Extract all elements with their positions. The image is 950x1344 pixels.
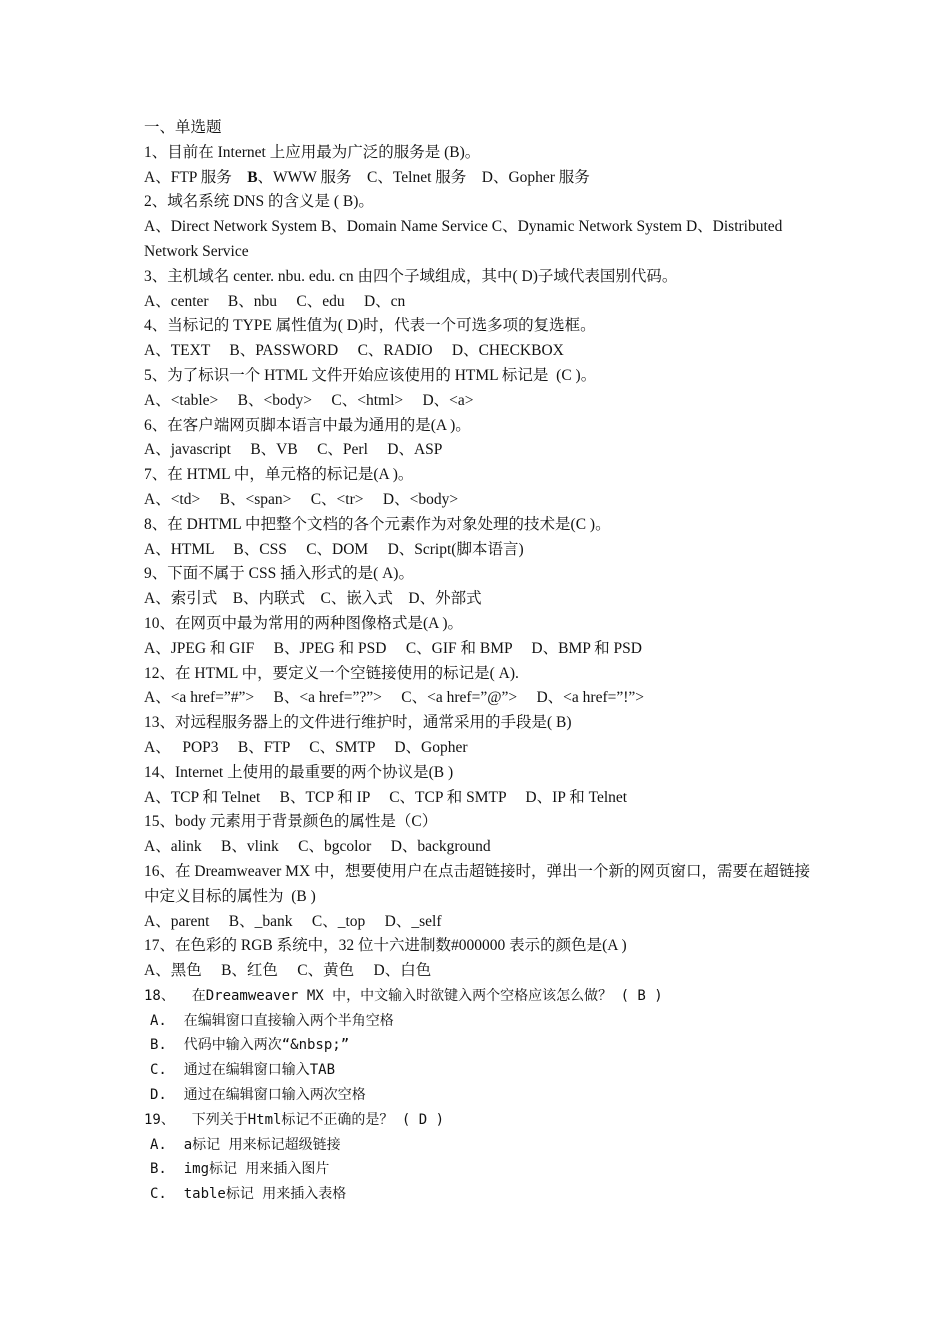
text-line: 2、域名系统 DNS 的含义是 ( B)。 <box>144 193 374 211</box>
text-line: A、center B、nbu C、edu D、cn <box>144 292 406 310</box>
text-line: 16、在 Dreamweaver MX 中，想要使用户在点击超链接时，弹出一个新的网页窗口，需要在超链接中定义目标的属性为 (B ) <box>144 862 811 905</box>
text-line: 9、下面不属于 CSS 插入形式的是( A)。 <box>144 565 414 583</box>
text-line: A、javascript B、VB C、Perl D、ASP <box>144 441 443 459</box>
text-line: A. 在编辑窗口直接输入两个半角空格 <box>150 1012 394 1029</box>
text-line: D. 通过在编辑窗口输入两次空格 <box>150 1087 366 1104</box>
option-letter-bold: B <box>247 168 258 186</box>
text-line: C. 通过在编辑窗口输入TAB <box>150 1062 336 1079</box>
option-text: 、WWW 服务 C、Telnet 服务 D、Gopher 服务 <box>257 168 590 186</box>
text-line: 19、 下列关于Html标记不正确的是？ ( D ) <box>144 1111 445 1128</box>
document-page <box>144 116 814 1207</box>
question-1-options <box>144 166 814 191</box>
text-line: 8、在 DHTML 中把整个文档的各个元素作为对象处理的技术是(C )。 <box>144 515 611 533</box>
text-line: A、HTML B、CSS C、DOM D、Script(脚本语言) <box>144 540 524 558</box>
question-list <box>144 141 814 1207</box>
option-text: A、FTP 服务 <box>144 168 248 186</box>
text-line: A、 POP3 B、FTP C、SMTP D、Gopher <box>144 738 468 756</box>
text-line: A、Direct Network System B、Domain Name Service C、Dynamic Network System D、Distributed Network Service <box>144 218 787 260</box>
text-line: 7、在 HTML 中，单元格的标记是(A )。 <box>144 466 414 484</box>
text-line: 4、当标记的 TYPE 属性值为( D)时，代表一个可选多项的复选框。 <box>144 317 596 335</box>
text-line: 6、在客户端网页脚本语言中最为通用的是(A )。 <box>144 416 471 434</box>
text-line: A、parent B、_bank C、_top D、_self <box>144 912 442 930</box>
text-line: A、JPEG 和 GIF B、JPEG 和 PSD C、GIF 和 BMP D、BMP 和 PSD <box>144 639 642 657</box>
text-line: 5、为了标识一个 HTML 文件开始应该使用的 HTML 标记是 (C )。 <box>144 366 597 384</box>
text-line: C. table标记 用来插入表格 <box>150 1186 347 1203</box>
text-line: A、索引式 B、内联式 C、嵌入式 D、外部式 <box>144 590 482 608</box>
text-line: A、黑色 B、红色 C、黄色 D、白色 <box>144 962 432 980</box>
text-line: 14、Internet 上使用的最重要的两个协议是(B ) <box>144 763 454 781</box>
text-line: 1、目前在 Internet 上应用最为广泛的服务是 (B)。 <box>144 143 481 161</box>
text-line: A、<td> B、<span> C、<tr> D、<body> <box>144 490 459 508</box>
text-line: A、TEXT B、PASSWORD C、RADIO D、CHECKBOX <box>144 342 564 360</box>
text-line: B. img标记 用来插入图片 <box>150 1161 330 1178</box>
text-line: A、<table> B、<body> C、<html> D、<a> <box>144 391 474 409</box>
text-line: B. 代码中输入两次“&nbsp;” <box>150 1037 350 1054</box>
section-title: 一、单选题 <box>144 119 222 136</box>
text-line: A、TCP 和 Telnet B、TCP 和 IP C、TCP 和 SMTP D、IP 和 Telnet <box>144 788 628 806</box>
text-line: 18、 在Dreamweaver MX 中，中文输入时欲键入两个空格应该怎么做？ ( B ) <box>144 987 663 1004</box>
text-line: 15、body 元素用于背景颜色的属性是（C） <box>144 813 438 831</box>
text-line: A、alink B、vlink C、bgcolor D、background <box>144 838 491 856</box>
text-line: A、<a href=”#”> B、<a href=”?”> C、<a href=”@”> D、<a href=”!”> <box>144 689 645 707</box>
text-line: 17、在色彩的 RGB 系统中，32 位十六进制数#000000 表示的颜色是(A ) <box>144 937 627 955</box>
text-line: 13、对远程服务器上的文件进行维护时，通常采用的手段是( B) <box>144 714 572 732</box>
text-line: 10、在网页中最为常用的两种图像格式是(A )。 <box>144 614 464 632</box>
text-line: A. a标记 用来标记超级链接 <box>150 1136 341 1153</box>
text-line: 3、主机域名 center. nbu. edu. cn 由四个子域组成，其中( D)子域代表国别代码。 <box>144 267 678 285</box>
text-line: 12、在 HTML 中，要定义一个空链接使用的标记是( A). <box>144 664 519 682</box>
